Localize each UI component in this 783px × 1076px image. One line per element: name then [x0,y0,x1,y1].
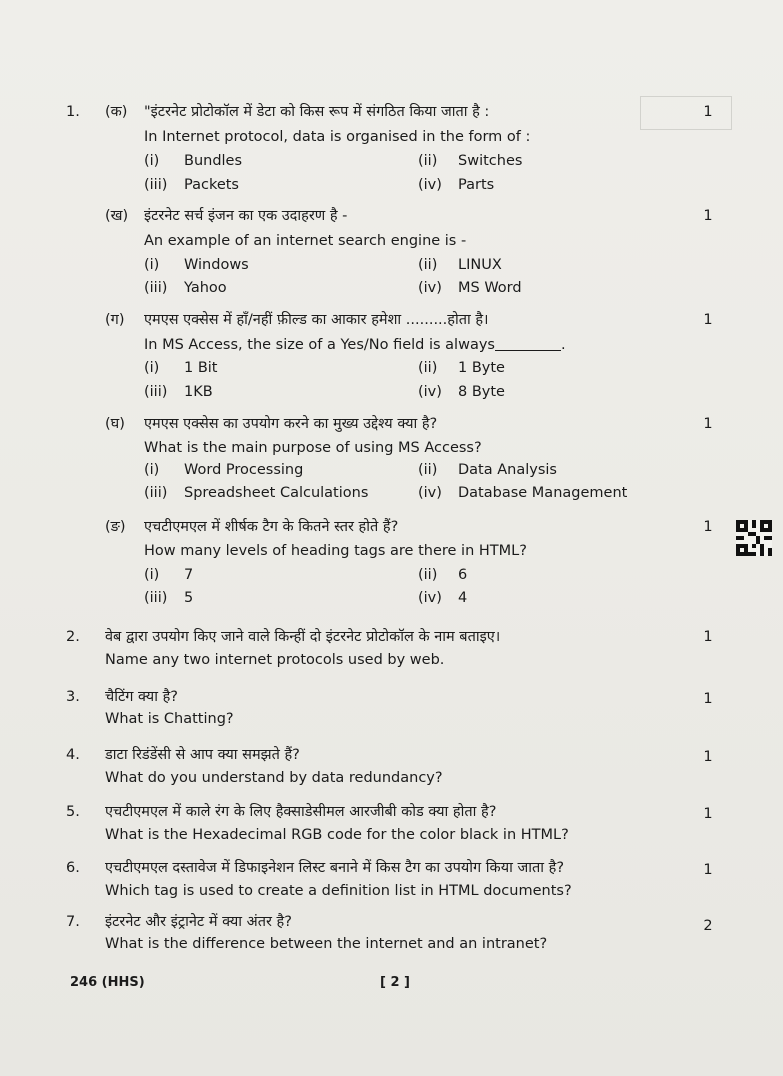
question-text-hindi: एमएस एक्सेस में हाँ/नहीं फ़ील्ड का आकार हमेशा .........होता है। [144,312,489,328]
option: (iii) 1KB [144,384,213,400]
option: (ii) LINUX [418,257,502,273]
question-text-hindi: "इंटरनेट प्रोटोकॉल में डेटा को किस रूप में संगठित किया जाता है : [144,104,490,120]
question-number: 4. [66,747,80,763]
marks: 1 [703,749,713,765]
option: (ii) 6 [418,567,468,583]
question-text-hindi: चैटिंग क्या है? [105,689,178,705]
option: (iii) Yahoo [144,280,227,296]
option: (iv) 4 [418,590,468,606]
option: (iv) Database Management [418,485,628,501]
marks: 1 [703,629,713,645]
question-text-english: What do you understand by data redundancy? [105,770,443,786]
option: (i) Windows [144,257,249,273]
sub-question-label: (ग) [105,312,125,328]
marks: 1 [703,312,713,328]
sub-question-label: (घ) [105,416,125,432]
marks: 1 [703,416,713,432]
sub-question-label: (ख) [105,208,129,224]
marks: 2 [703,918,713,934]
question-text-hindi: एमएस एक्सेस का उपयोग करने का मुख्य उद्देश्य क्या है? [144,416,438,432]
question-number: 1. [66,104,80,120]
option: (i) 1 Bit [144,360,218,376]
sub-question-label: (ङ) [105,519,126,535]
question-text-english: Which tag is used to create a definition list in HTML documents? [105,883,572,899]
marks: 1 [703,208,713,224]
question-text-hindi: एचटीएमएल दस्तावेज में डिफाइनेशन लिस्ट बनाने में किस टैग का उपयोग किया जाता है? [105,860,565,876]
question-number: 6. [66,860,80,876]
option: (ii) 1 Byte [418,360,505,376]
marks: 1 [703,104,713,120]
question-text-hindi: इंटरनेट सर्च इंजन का एक उदाहरण है - [144,208,348,224]
bleed-through-box [640,96,732,130]
option: (i) Bundles [144,153,243,169]
question-text-english: What is the Hexadecimal RGB code for the color black in HTML? [105,827,569,843]
qr-code-icon [736,520,772,556]
page-number: [ 2 ] [380,975,410,990]
option: (i) Word Processing [144,462,304,478]
sub-question-label: (क) [105,104,128,120]
option: (ii) Switches [418,153,523,169]
question-text-english: Name any two internet protocols used by web. [105,652,445,668]
question-text-hindi: डाटा रिडंडेंसी से आप क्या समझते हैं? [105,747,300,763]
option: (iv) Parts [418,177,495,193]
question-text-english: An example of an internet search engine is - [144,233,467,249]
question-text-english: What is the main purpose of using MS Access? [144,440,482,456]
option: (iv) MS Word [418,280,522,296]
question-text-english: In MS Access, the size of a Yes/No field is always . [144,337,566,353]
fill-in-blank [495,336,561,351]
marks: 1 [703,862,713,878]
option: (i) 7 [144,567,194,583]
question-text-hindi: एचटीएमएल में शीर्षक टैग के कितने स्तर होते हैं? [144,519,399,535]
option: (iii) Spreadsheet Calculations [144,485,369,501]
option: (ii) Data Analysis [418,462,557,478]
question-text-english: What is Chatting? [105,711,234,727]
question-text-english: In Internet protocol, data is organised in the form of : [144,129,531,145]
marks: 1 [703,691,713,707]
marks: 1 [703,519,713,535]
question-number: 7. [66,914,80,930]
option: (iv) 8 Byte [418,384,505,400]
question-text-english: What is the difference between the internet and an intranet? [105,936,548,952]
question-text-english: How many levels of heading tags are there in HTML? [144,543,527,559]
option: (iii) 5 [144,590,194,606]
marks: 1 [703,806,713,822]
question-text-hindi: इंटरनेट और इंट्रानेट में क्या अंतर है? [105,914,292,930]
question-text-hindi: वेब द्वारा उपयोग किए जाने वाले किन्हीं दो इंटरनेट प्रोटोकॉल के नाम बताइए। [105,629,501,645]
question-number: 5. [66,804,80,820]
paper-code: 246 (HHS) [70,975,145,990]
question-number: 3. [66,689,80,705]
question-text-hindi: एचटीएमएल में काले रंग के लिए हैक्साडेसीमल आरजीबी कोड क्या होता है? [105,804,497,820]
option: (iii) Packets [144,177,239,193]
question-number: 2. [66,629,80,645]
